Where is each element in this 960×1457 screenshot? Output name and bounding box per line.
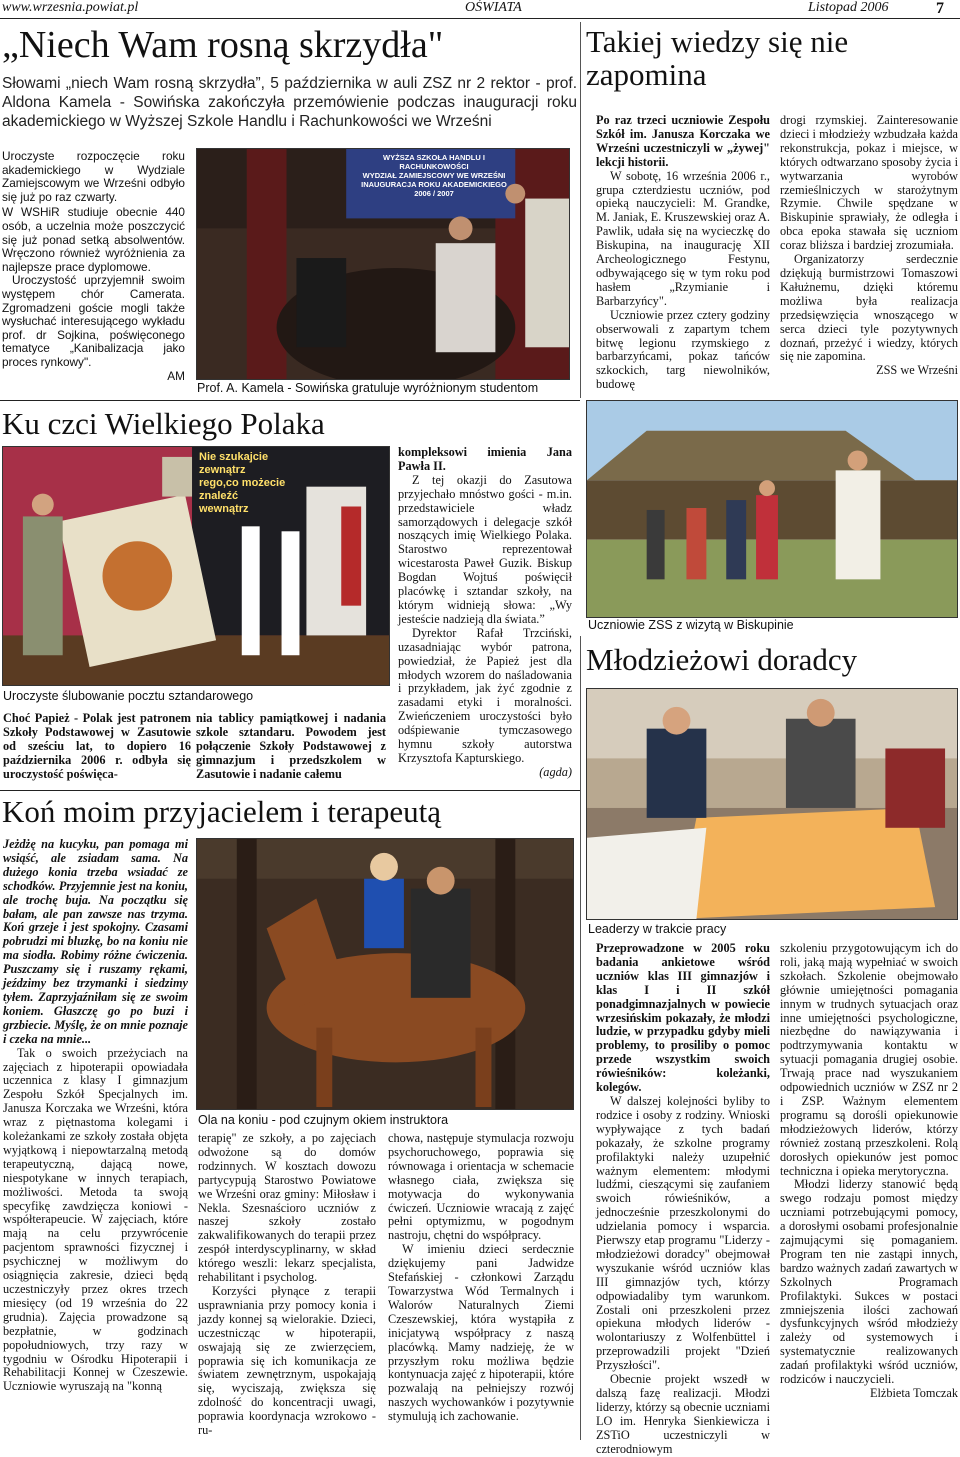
banner-line: 2006 / 2007	[414, 189, 454, 198]
banner-line: INAUGURACJA ROKU AKADEMICKIEGO	[361, 180, 507, 189]
article3-col2	[198, 1132, 376, 1438]
article4-lead: Po raz trzeci uczniowie Zespołu Szkół im. Janusza Korczaka we Wrześni uczestniczyli w „żywej" lekcji historii.	[596, 113, 770, 169]
article5-photo	[586, 688, 958, 920]
article2-lead-left: Choć Papież - Polak jest patronem Szkoły Podstawowej w Zasutowie od sześciu lat, to dopiero 16 października 2006 r. odbyła się uroczystość poświęca-	[3, 711, 191, 781]
article3-p2: terapię" ze szkoły, a po zajęciach odwożone są do domów rodzinnych. W kosztach dowozu partycypują Starostwo Powiatowe we Wrześni oraz gminy: Miłosław i Nekla. Szesnaściorо uczniów z naszej szkoły zostało zakwalifikowanych do terapii przez zespół interdyscyplinarny, w skład którego weszli: lekarz specjalista, rehabilitant i psycholog.	[198, 1131, 376, 1285]
article3-title: Koń moim przyjacielem i terapeutą	[2, 794, 441, 829]
article5-col2	[780, 942, 958, 1401]
article2-lead-mid: nia tablicy pamiątkowej i nadania szkole sztandaru. Powodem jest połączenie Szkoły Podstawowej z gimnazjum i przedszkolem w Zasutowie i nadanie całemu	[196, 711, 386, 781]
article3-col3	[388, 1132, 574, 1424]
article2-title: Ku czci Wielkiego Polaka	[2, 406, 325, 441]
article3-p5: W imieniu dzieci serdecznie dziękujemy pani Jadwidze Stefańskiej - członkowi Zarządu Towarzystwa Wód Termalnych i Walorów Naturalnych Ziemi Czeszewskiej, która wystąpiła z inicjatywą współpracy z naszą placówką. Mamy nadzieję, że w przyszłym roku możliwa będzie kontynuacja zajęć z hipoterapii, które pozwalają na pełniejszy rozwój naszych wychowanków i pozytywnie stymulują ich zachowanie.	[388, 1242, 574, 1424]
article1-lead: Słowami „niech Wam rosną skrzydła”, 5 października w auli ZSZ nr 2 rektor - prof. Aldona Kamela - Sowińska zakończyła przemówienie podczas inauguracji roku akademickiego w Wyższej Szkole Handlu i Rachunkowości we Wrześni	[2, 75, 577, 130]
article5-p1: W dalszej kolejności byliby to rodzice i osoby z rodziny. Wnioski wypływające z tych badań pokazały, że szkolne programy profilaktyki należy uzupełnić ważnym elementem: młodymi ludźmi, cieszącymi się zaufaniem swoich rówieśników, a jednocześnie przeszkolonymi do udzielania pomocy i wsparcia. Pierwszy etap programu "Liderzy - młodzieżowi doradcy" obejmował wyszukanie wśród uczniów klas III gimnazjów tych, którzy odpowiadaliby tym warunkom. Zostali oni przeszkoleni przez opiekuna młodych liderów - wolontariuszy z Wolfenbüttel i przeprowadzili projekt "Dzień Przyszłości".	[596, 1093, 770, 1373]
article4-photo	[586, 400, 958, 618]
article5-caption: Leaderzy w trakcie pracy	[588, 922, 727, 936]
article3-p4: chowa, następuje stymulacja rozwoju psychoruchowego, poprawia się równowaga i orientacja w schemacie własnego ciała, zwiększa się motywacja do wykonywania ćwiczeń. Uczniowie wracają z zajęć pełni optymizmu, w pogodnym nastroju, chętni do współpracy.	[388, 1131, 574, 1243]
article2-author: (agda)	[539, 764, 572, 779]
article4-p3: drogi rzymskiej. Zainteresowanie dzieci i młodzieży wzbudzała każda rekonstrukcja, pokaz i miejsce, w których odtwarzano sposoby życia i wytwarzania wyrobów rzemieślniczych w starożytnym Rzymie. Chwile spędzane w Biskupinie sprawiały, że odległa i obca epoka stawała się uczniom coraz bliższa i bardziej zrozumiała.	[780, 113, 958, 253]
poster-line: Nie szukajcie	[199, 451, 269, 463]
article1-p1: Uroczyste rozpoczęcie roku akademickiego w Wydziale Zamiejscowym we Wrześni odbyło się już po raz czwarty.	[2, 149, 185, 204]
article1-caption: Prof. A. Kamela - Sowińska gratuluje wyróżnionym studentom	[197, 381, 539, 395]
article5-title: Młodzieżowi doradcy	[586, 642, 858, 677]
page-header	[0, 0, 960, 18]
article3-p1: Tak o swoich przeżyciach na zajęciach z hipoterapii opowiadała uczennica z klasy I gimnazjum Zespołu Szkół Specjalnych im. Janusza Korczaka we Wrześni, która wraz z piętnastoma kolegami i koleżankami ze szkoły została objęta wyjątkową i niepowtarzalną metodą terapeutyczną, dającą nowe, niespotykane w innych terapiach, możliwości. Metoda ta swoją specyfikę zawdzięcza koniowi - współterapeucie. W zajęciach, które mają na celu przywrócenie pacjentom sprawności fizycznej i psychicznej w możliwym do osiągnięcia zakresie, dzieci będą uczestniczyły przez okres trzech miesięcy (od 19 września do 22 grudnia). Zajęcia prowadzone są bezpłatnie, w godzinach popołudniowych, trzy razy w tygodniu w Ośrodku Hipoterapii i Rehabilitacji Konnej w Czeszewie. Uczniowie wyruszają na "konną	[3, 1045, 188, 1394]
issue-date: Listopad 2006	[808, 0, 889, 15]
article1-p3: Uroczystość uprzyjemnił swoim występem chór Camerata. Zgromadzeni goście mogli także wysłuchać interesującego wykładu prof. dr Sojkina, poświęconego tematyce „Kanibalizacja jako proces rynkowy".	[2, 273, 185, 369]
article3-col1	[3, 838, 188, 1394]
horse-therapy-photo	[197, 839, 573, 1109]
article5-p2: Obecnie projekt wszedł w dalszą fazę realizacji. Młodzi liderzy, którzy są obecnie uczniami LO im. Henryka Sienkiewicza i ZSTiO uczestniczyli w czterodniowym	[596, 1372, 770, 1456]
poster-line: rego,co możecie	[199, 477, 286, 489]
article4-caption: Uczniowie ZSS z wizytą w Biskupinie	[588, 618, 794, 632]
leaders-workshop-photo	[587, 689, 957, 919]
article3-caption: Ola na koniu - pod czujnym okiem instruktora	[198, 1113, 449, 1127]
article5-p3: szkoleniu przygotowującym ich do roli, jaką mają wypełniać w swoich szkołach. Szkolenie obejmowało głównie umiejętności pomagania innym w trudnych sytuacjach oraz inne umiejętności psychologiczne, niezbędne do nawiązywania i podtrzymywania kontaktu w sytuacji pomagania drugiej osobie. Trwają prace nad wyszukaniem odpowiednich uczniów w ZSZ nr 2 i ZSP. Ważnym elementem programu są dorośli opiekunowie młodzieżowych liderów, którzy również zostaną przeszkoleni. Rolą dorosłych opiekunów jest pomoc techniczna i opieka merytoryczna.	[780, 941, 958, 1178]
poster-line: zewnątrz	[199, 464, 246, 476]
article2-photo	[2, 446, 390, 686]
article4-author: ZSS we Wrześni	[876, 363, 958, 378]
banner-ceremony-photo	[3, 447, 389, 685]
poster-line: wewnątrz	[199, 503, 249, 515]
poster-line: znaleźć	[199, 490, 239, 502]
article5-col1	[596, 942, 770, 1457]
section-rule-2	[0, 790, 580, 791]
article2-lead-right: kompleksowi imienia Jana Pawła II.	[398, 445, 572, 473]
site-url: www.wrzesnia.powiat.pl	[2, 0, 139, 15]
article1-author: AM	[167, 368, 185, 383]
article5-author: Elżbieta Tomczak	[869, 1386, 958, 1400]
article4-title: Takiej wiedzy się nie zapomina	[586, 24, 849, 92]
banner-text	[355, 153, 513, 198]
column-divider-2	[580, 636, 581, 1440]
header-rule	[0, 18, 960, 19]
article1-title: „Niech Wam rosną skrzydła"	[2, 24, 444, 66]
article4-p2: Uczniowie przez cztery godziny obserwowali z zapartym tchem bitwę legionu rzymskiego z barbarzyńcami, pokaz tańców szkockich, targ niewolników, budowę	[596, 307, 770, 392]
biskupin-photo	[587, 401, 957, 617]
section-rule	[0, 400, 580, 401]
article2-col3	[398, 446, 572, 780]
page-number: 7	[936, 0, 944, 17]
section-name: OŚWIATA	[465, 0, 522, 15]
article3-photo	[196, 838, 574, 1110]
article2-p2: Dyrektor Rafał Trzciński, uzasadniając wybór patrona, powiedział, że Papież jest dla młodych wzorem do naśladowania i przykładem, jak żyć zgodnie z zasadami etyki i moralności. Zwieńczeniem uroczystości było odśpiewanie tymczasowego hymnu szkoły autorstwa Krzysztofa Kapturskiego.	[398, 625, 572, 765]
article4-p4: Organizatorzy serdecznie dziękują burmistrzowi Tomaszowi Kałużnemu, dzięki któremu możliwa była realizacja przedsięwzięcia wnoszącego w serca dzieci tyle pozytywnych doznań, przeżyć i wiedzy, których się nie zapomina.	[780, 252, 958, 364]
banner-line: WYDZIAŁ ZAMIEJSCOWY WE WRZEŚNI	[362, 171, 506, 180]
article3-p3: Korzyści płynące z terapii usprawniania przy pomocy konia i jazdy konnej są wielorakie. Dzieci, uczestnicząc w hipoterapii, oswajają się ze zwierzęciem, poprawia się ich komunikacja ze światem zewnętrznym, uspokajają się, wyciszają, zwiększa się zdolność do koncentracji uwagi, poprawia koordynacja wzrokowo - ru-	[198, 1283, 376, 1438]
article5-p4: Młodzi liderzy stanowić będą swego rodzaju pomost między uczniami potrzebującymi pomocy, a dorosłymi osobami profesjonalnie zajmującymi się pomaganiem. Program ten nie zastąpi innych, bardzo ważnych zadań zawartych w Szkolnych Programach Profilaktyki. Sukces w postaci zmniejszenia ilości zachowań dysfunkcyjnych wśród młodzieży zależy od systemowych i systematycznie realizowanych zadań profilaktyki wśród uczniów, rodziców i nauczycieli.	[780, 1177, 958, 1387]
article1-p2: W WSHiR studiuje obecnie 440 osób, a uczelnia może poszczycić się już ponad setką absolwentów. Wręczono również wyróżnienia za najlepsze prace dyplomowe.	[2, 205, 185, 274]
article4-col1	[596, 114, 770, 392]
article5-lead: Przeprowadzone w 2005 roku badania ankietowe wśród uczniów klas III gimnazjów i klas I i II szkół ponadgimnazjalnych w powiecie wrzesińskim pokazały, że młodzi ludzie, w przypadku gdyby mieli problemy, to prosiliby o pomoc przede wszystkim swoich rówieśników: koleżanki, kolegów.	[596, 941, 770, 1095]
article4-p1: W sobotę, 16 września 2006 r., grupa czterdziestu uczniów, pod opieką nauczycieli: M. Grandke, M. Janiak, E. Kruszewskiej oraz A. Pawlik, udała się na wycieczkę do Biskupina, na inaugurację XII Archeologicznego Festynu, odbywającego się w tym roku pod hasłem „Rzymianie i Barbarzyńcy".	[596, 168, 770, 308]
article1-photo	[196, 148, 570, 380]
article2-p1: Z tej okazji do Zasutowa przyjechało mnóstwo gości - m.in. przedstawiciele władz samorządowych i delegacje szkół noszących imię Wielkiego Polaka. Starostwo reprezentował wicestarosta Paweł Guzik. Biskup Bogdan Wojtuś poświęcił placówkę i sztandar szkoły, na którym widnieją słowa: „Wy jesteście nadzieją dla świata.”	[398, 472, 572, 626]
column-divider	[580, 22, 581, 398]
article3-intro: Jeżdżę na kucyku, pan pomaga mi wsiąść, ale zsiadam sama. Na dużego konia trzeba wsiadać ze schodków. Przyjemnie jest na koniu, ale trochę buja. Na początku się bałam, ale pan zawsze nas trzyma. Koń grzeje i jest spokojny. Czasami pobrudzi mi bluzkę, bo na koniu nie ma siodła. Robimy różne ćwiczenia. Puszczamy się i ruszamy rękami, jeździmy bez trzymanki i siedzimy tyłem. Zaprzyjaźniłam się ze swoim koniem. Głaszczę go po buzi i grzbiecie. Myślę, że on mnie poznaje i czeka na mnie...	[3, 837, 188, 1046]
article4-col2	[780, 114, 958, 378]
article1-body	[2, 150, 185, 383]
poster-text	[199, 451, 329, 516]
banner-line: WYŻSZA SZKOŁA HANDLU I RACHUNKOWOŚCI	[383, 153, 485, 171]
article2-caption: Uroczyste ślubowanie pocztu sztandarowego	[3, 689, 254, 703]
